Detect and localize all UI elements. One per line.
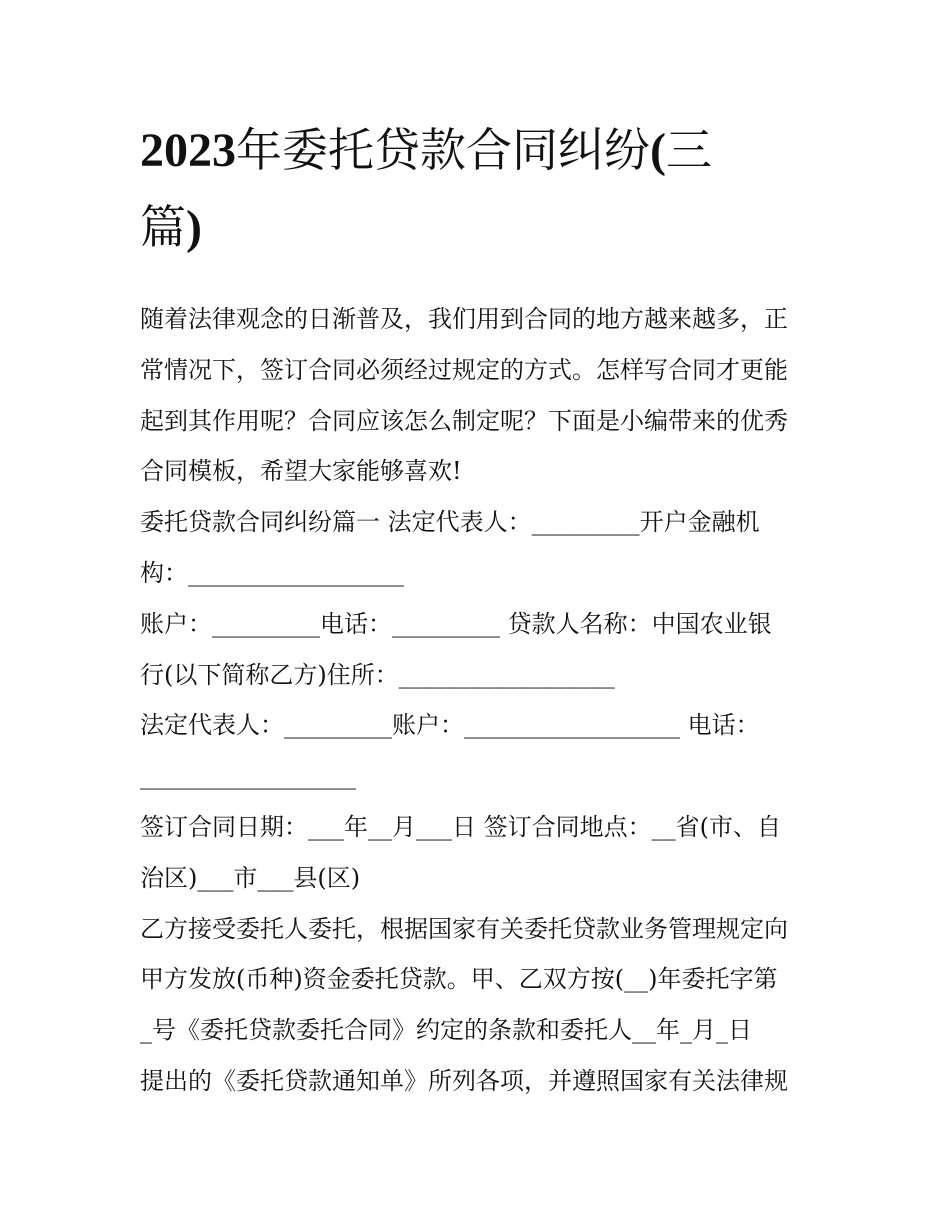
body-line: 行(以下简称乙方)住所：__________________ xyxy=(140,660,615,689)
body-line: 随着法律观念的日渐普及，我们用到合同的地方越来越多，正 xyxy=(140,305,788,333)
title-open-paren: ( xyxy=(650,124,666,177)
body-line: 甲方发放(币种)资金委托贷款。甲、乙双方按(__)年委托字第 xyxy=(140,965,778,994)
body-line: 起到其作用呢？合同应该怎么制定呢？下面是小编带来的优秀 xyxy=(140,406,788,435)
body-line: _号《委托贷款委托合同》约定的条款和委托人__年_月_日 xyxy=(140,1016,752,1045)
title-line-1 xyxy=(140,112,820,189)
title-count: 三 xyxy=(665,123,712,177)
document-page xyxy=(140,112,820,1107)
body-line: 乙方接受委托人委托，根据国家有关委托贷款业务管理规定向 xyxy=(140,914,788,943)
body-line: 签订合同日期：___年__月___日 签订合同地点：__省(市、自 xyxy=(140,812,781,841)
document-body xyxy=(140,294,820,1107)
title-year: 2023 xyxy=(140,124,236,177)
title-main: 年委托贷款合同纠纷 xyxy=(236,123,650,177)
body-line: 委托贷款合同纠纷篇一 法定代表人：_________开户金融机 xyxy=(140,508,760,537)
body-line: 构：__________________ xyxy=(140,558,404,587)
title-unit: 篇 xyxy=(140,200,186,254)
body-line: 合同模板，希望大家能够喜欢! xyxy=(140,457,462,486)
title-close-paren: ) xyxy=(186,201,202,254)
document-title xyxy=(140,112,820,266)
body-line: 常情况下，签订合同必须经过规定的方式。怎样写合同才更能 xyxy=(140,355,788,384)
body-line: 账户：_________电话：_________ 贷款人名称：中国农业银 xyxy=(140,609,772,638)
body-line: 治区)___市___县(区) xyxy=(140,863,361,892)
body-line: 法定代表人：_________账户：__________________ 电话： xyxy=(140,711,760,740)
body-line: 提出的《委托贷款通知单》所列各项，并遵照国家有关法律规 xyxy=(140,1066,788,1095)
body-line: __________________ xyxy=(140,762,356,791)
title-line-2 xyxy=(140,189,820,266)
